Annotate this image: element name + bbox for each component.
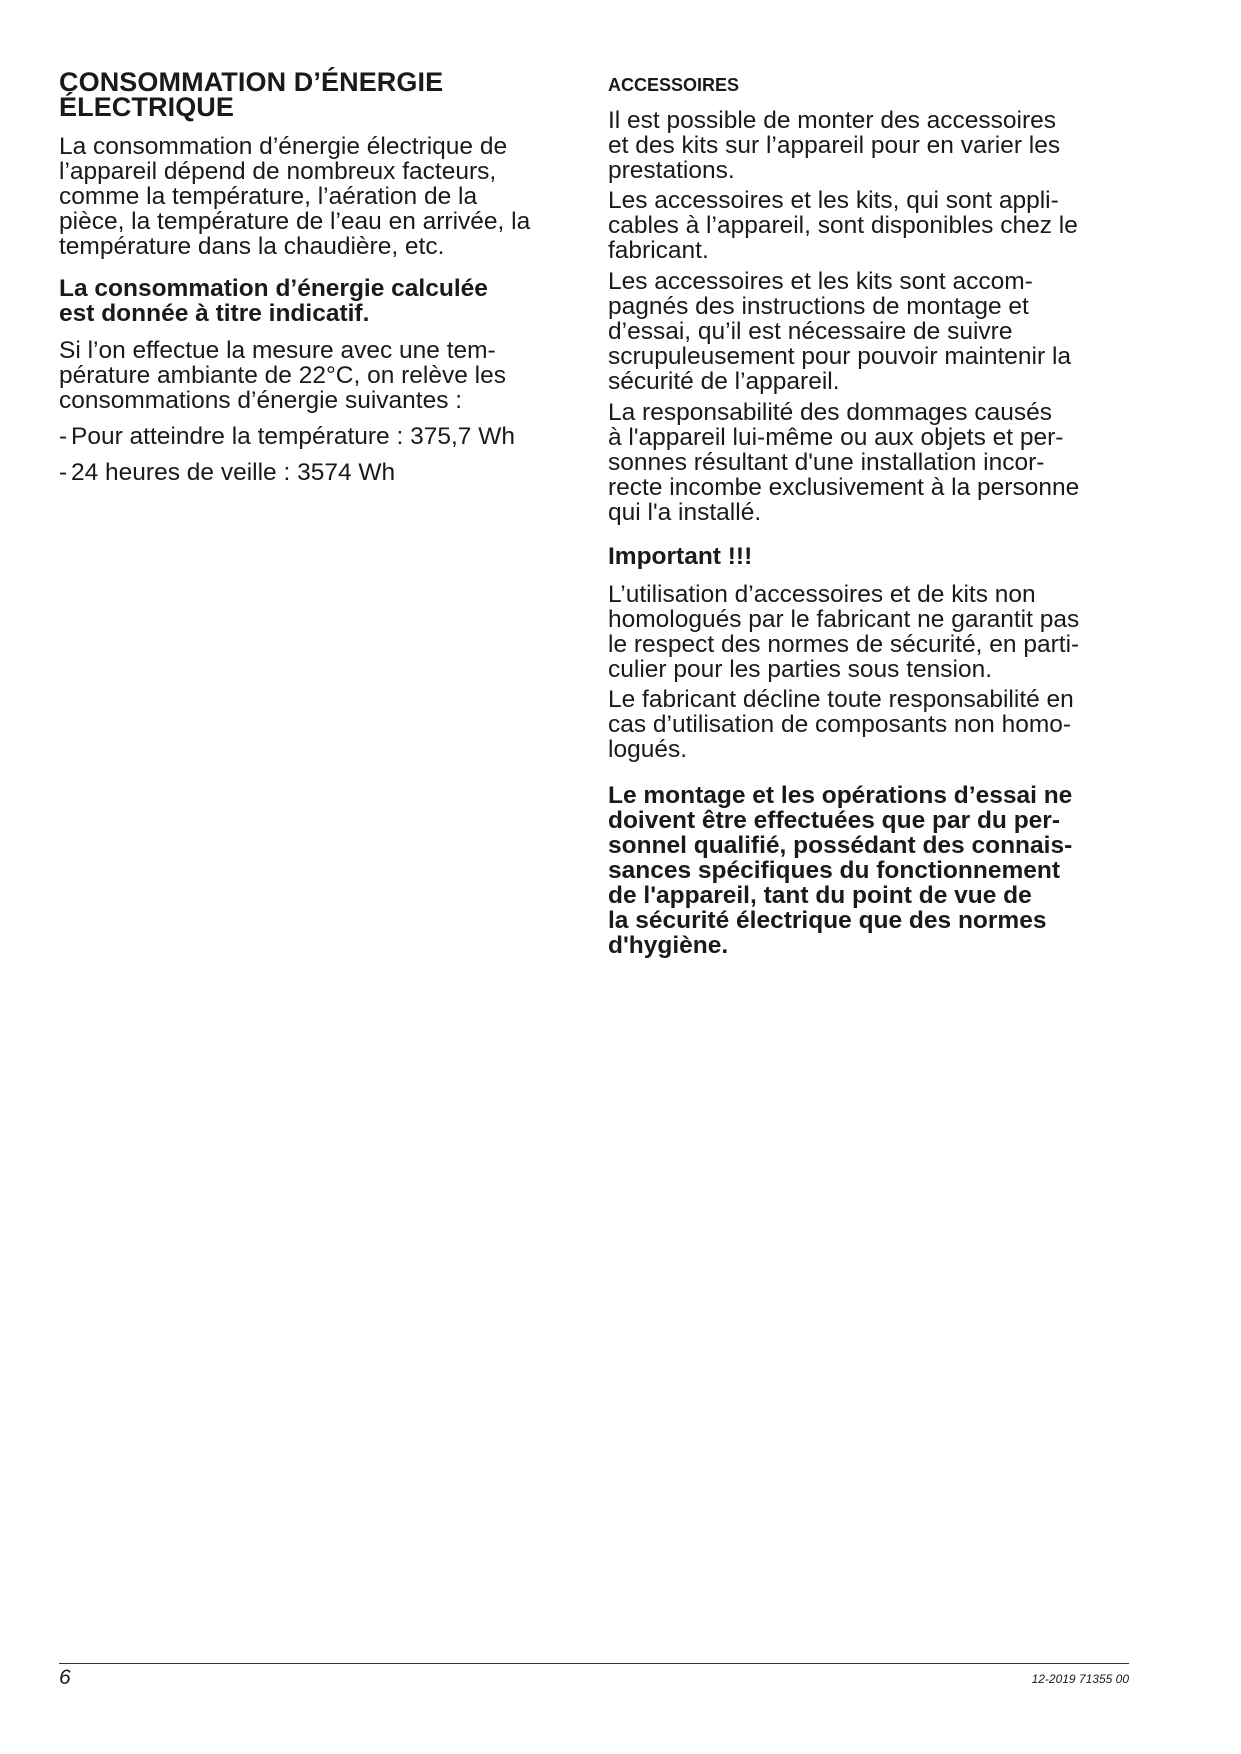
accessories-paragraph-4: La responsabilité des dommages causés à l'appareil lui-même ou aux objets et per- sonnes résultant d'une installation incor- recte incombe exclusivement à la personne qui l'a installé. [608,399,1080,526]
list-item [59,460,589,485]
energy-measure-paragraph: Si l’on effectue la mesure avec une tem- pérature ambiante de 22°C, on relève les consommations d’énergie suivantes : [59,337,506,414]
document-code: 12-2019 71355 00 [1031,1672,1129,1686]
bullet-text: Pour atteindre la température : 375,7 Wh [71,423,515,450]
qualified-personnel-warning: Le montage et les opérations d’essai ne doivent être effectuées que par du per- sonnel qualifié, possédant des connais- sances spécifiques du fonctionnement de l'appareil, tant du point de vue de la sécurité électrique que des normes d'hygiène. [608,782,1073,959]
list-item [59,424,589,449]
important-paragraph-1: L’utilisation d’accessoires et de kits non homologués par le fabricant ne garantit pas le respect des normes de sécurité, en parti- culier pour les parties sous tension. [608,581,1080,683]
page-number: 6 [59,1666,71,1689]
energy-notice-paragraph: La consommation d’énergie calculée est donnée à titre indicatif. [59,275,488,327]
bullet-dash: - [59,459,68,486]
accessories-title: ACCESSOIRES [608,75,740,95]
bullet-text: 24 heures de veille : 3574 Wh [71,459,396,486]
important-paragraph-2: Le fabricant décline toute responsabilité en cas d’utilisation de composants non homo- logués. [608,686,1074,763]
accessories-paragraph-3: Les accessoires et les kits sont accom- pagnés des instructions de montage et d’essai, qu’il est nécessaire de suivre scrupuleusement pour pouvoir maintenir la sécurité de l’appareil. [608,268,1072,395]
energy-consumption-title: CONSOMMATION D’ÉNERGIE ÉLECTRIQUE [59,67,444,122]
bullet-dash: - [59,423,68,450]
accessories-paragraph-1: Il est possible de monter des accessoires et des kits sur l’appareil pour en varier les prestations. [608,107,1061,184]
accessories-paragraph-2: Les accessoires et les kits, qui sont appli- cables à l’appareil, sont disponibles chez le fabricant. [608,187,1078,264]
footer-divider [59,1663,1129,1664]
important-title: Important !!! [608,543,753,570]
energy-intro-paragraph: La consommation d’énergie électrique de l’appareil dépend de nombreux facteurs, comme la température, l’aération de la pièce, la température de l’eau en arrivée, la température dans la chaudière, etc. [59,133,531,260]
